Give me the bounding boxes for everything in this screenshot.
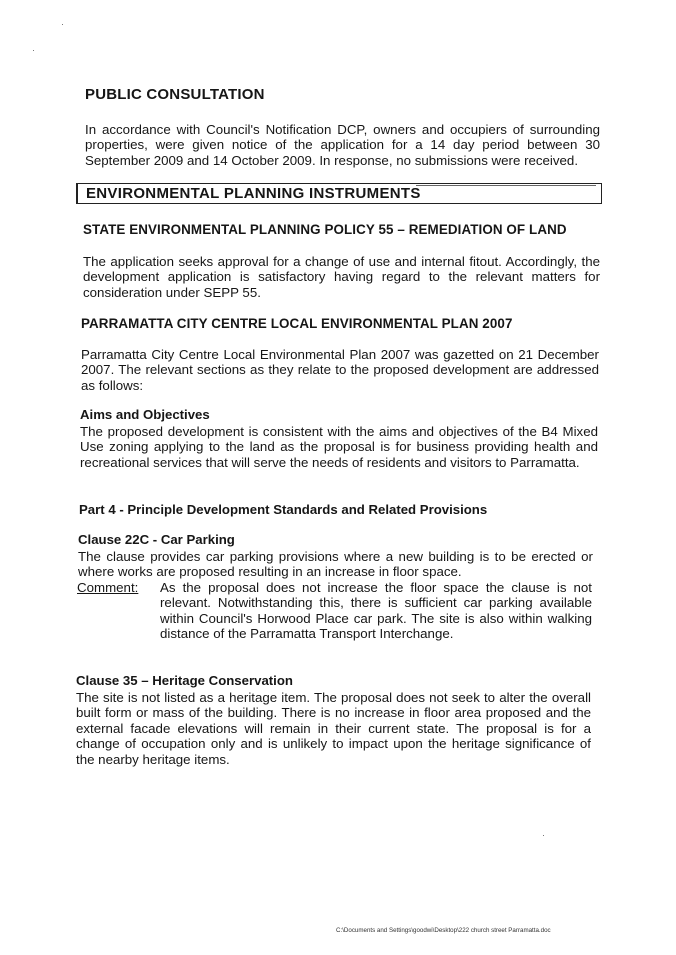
clause35-heading: Clause 35 – Heritage Conservation	[76, 673, 293, 688]
lep-heading: PARRAMATTA CITY CENTRE LOCAL ENVIRONMENTAL PLAN 2007	[81, 316, 513, 331]
public-consultation-heading: PUBLIC CONSULTATION	[85, 86, 265, 103]
epi-heading: ENVIRONMENTAL PLANNING INSTRUMENTS	[86, 185, 421, 202]
epi-heading-box	[76, 183, 602, 204]
epi-heading-rule	[416, 185, 596, 186]
scan-speck	[33, 50, 34, 51]
scan-speck	[62, 24, 63, 25]
part4-heading: Part 4 - Principle Development Standards and Related Provisions	[79, 502, 488, 517]
public-consultation-text: In accordance with Council's Notification DCP, owners and occupiers of surrounding properties, were given notice of the application for a 14 day period between 30 September 2009 and 14 October 2009. In response, no submissions were received.	[85, 122, 600, 168]
sepp55-text: The application seeks approval for a change of use and internal fitout. Accordingly, the development application is satisfactory having regard to the relevant matters for consideration under SEPP 55.	[83, 254, 600, 300]
comment-text: As the proposal does not increase the floor space the clause is not relevant. Notwithstanding this, there is sufficient car parking available within Council's Horwood Place car park. The site is also within walking distance of the Parramatta Transport Interchange.	[160, 580, 592, 642]
comment-label: Comment:	[77, 580, 139, 595]
scan-speck	[543, 835, 544, 836]
clause22c-text: The clause provides car parking provisions where a new building is to be erected or where works are proposed resulting in an increase in floor space.	[78, 549, 593, 580]
aims-text: The proposed development is consistent with the aims and objectives of the B4 Mixed Use zoning applying to the land as the proposal is for business providing health and recreational services that will serve the needs of residents and visitors to Parramatta.	[80, 424, 598, 470]
lep-text: Parramatta City Centre Local Environmental Plan 2007 was gazetted on 21 December 2007. The relevant sections as they relate to the proposed development are addressed as follows:	[81, 347, 599, 393]
aims-heading: Aims and Objectives	[80, 407, 210, 422]
footer-file-path: C:\Documents and Settings\goodwi\Desktop\222 church street Parramatta.doc	[336, 927, 551, 934]
sepp55-heading: STATE ENVIRONMENTAL PLANNING POLICY 55 – REMEDIATION OF LAND	[83, 222, 567, 237]
clause35-text: The site is not listed as a heritage item. The proposal does not seek to alter the overall built form or mass of the building. There is no increase in floor area proposed and the external facade elevations will remain in their current state. The proposal is for a change of occupation only and is unlikely to impact upon the heritage significance of the nearby heritage items.	[76, 690, 591, 767]
clause22c-heading: Clause 22C - Car Parking	[78, 532, 235, 547]
